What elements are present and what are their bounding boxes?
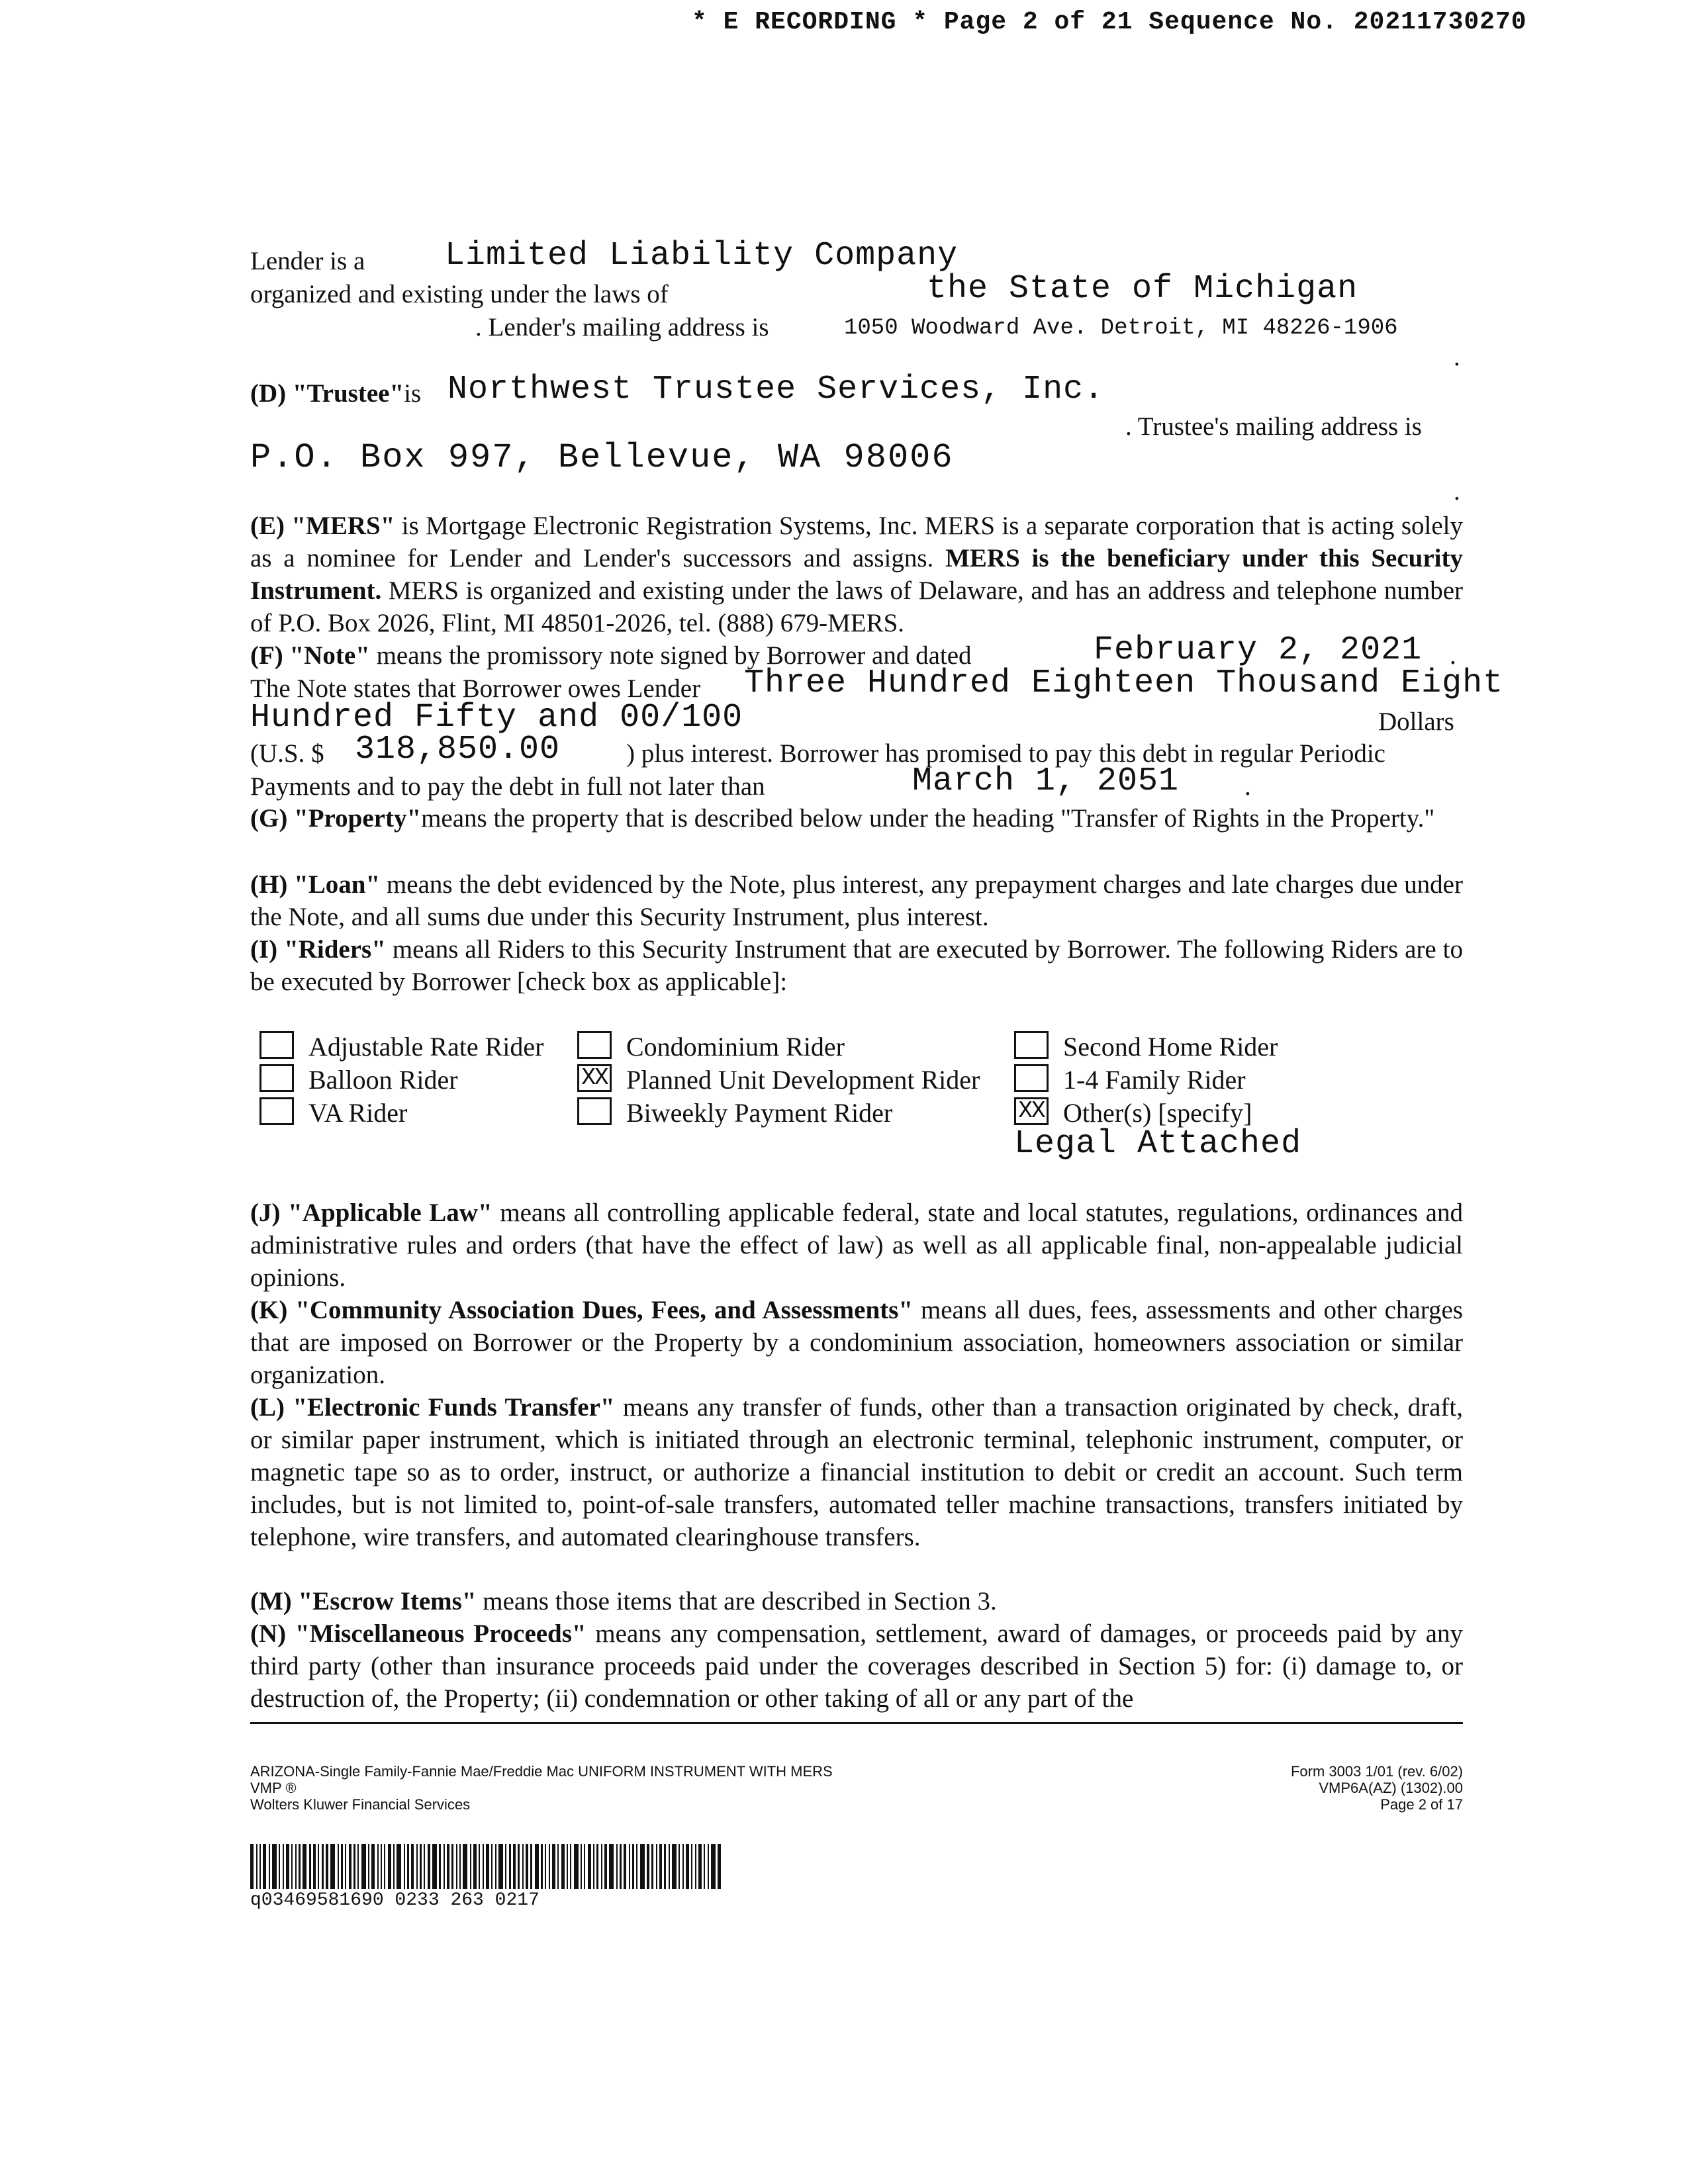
lender-mailing-label: . Lender's mailing address is [475, 313, 769, 341]
rider-label-balloon: Balloon Rider [308, 1065, 458, 1095]
barcode-bar [295, 1844, 297, 1889]
eft-label: (L) "Electronic Funds Transfer" [250, 1393, 615, 1422]
note-amount-words-2: Hundred Fifty and 00/100 [250, 699, 743, 737]
barcode-bar [250, 1844, 254, 1889]
escrow-text: means those items that are described in Section 3. [476, 1587, 997, 1615]
barcode-bar [286, 1844, 289, 1889]
barcode-bar [479, 1844, 480, 1889]
community-text: means all dues, fees, assessments and other charges that are imposed on Borrower or the Property by a condominium association, homeowners association or similar organization. [250, 1296, 1463, 1389]
barcode-bar [491, 1844, 492, 1889]
barcode-bar [322, 1844, 323, 1889]
barcode-bar [581, 1844, 582, 1889]
barcode-bar [444, 1844, 445, 1889]
barcode-bar [557, 1844, 559, 1889]
barcode-bar [593, 1844, 594, 1889]
barcode-bar [416, 1844, 418, 1889]
rider-label-1-4-family: 1-4 Family Rider [1063, 1065, 1246, 1095]
footer-left-2: VMP ® [250, 1780, 297, 1796]
rider-checkbox-planned-unit-development[interactable]: XX [577, 1064, 612, 1092]
barcode-bar [486, 1844, 489, 1889]
rider-label-planned-unit-development: Planned Unit Development Rider [626, 1065, 980, 1095]
barcode-bar [303, 1844, 307, 1889]
barcode-bar [570, 1844, 571, 1889]
barcode-bar [269, 1844, 270, 1889]
barcode-bar [291, 1844, 293, 1889]
barcode-bar [349, 1844, 352, 1889]
lender-prefix: Lender is a [250, 247, 365, 275]
barcode-bar [420, 1844, 421, 1889]
lender-end-period: . [1454, 343, 1460, 371]
barcode-bar [541, 1844, 542, 1889]
mers-text2: MERS is organized and existing under the laws of Delaware, and has an address and telephone number of P.O. Box 2026, Flint, MI 48501-2026, tel. (888) 679-MERS. [250, 576, 1463, 637]
barcode-bar [456, 1844, 457, 1889]
lender-mailing-address: 1050 Woodward Ave. Detroit, MI 48226-1906 [844, 316, 1398, 341]
barcode-bar [567, 1844, 568, 1889]
barcode-bar [470, 1844, 471, 1889]
barcode-bar [629, 1844, 630, 1889]
footer-rule [250, 1722, 1463, 1724]
barcode-bar [513, 1844, 516, 1889]
barcode-bar [432, 1844, 437, 1889]
barcode-bar [424, 1844, 425, 1889]
barcode-bar [530, 1844, 532, 1889]
barcode-bar [509, 1844, 510, 1889]
barcode-bar [309, 1844, 310, 1889]
rider-checkbox-adjustable-rate[interactable] [259, 1031, 294, 1059]
riders-paragraph [250, 933, 1463, 998]
barcode-bar [526, 1844, 529, 1889]
barcode-bar [330, 1844, 335, 1889]
rider-checkbox-biweekly-payment[interactable] [577, 1097, 612, 1125]
riders-label: (I) "Riders" [250, 935, 386, 964]
rider-checkbox-second-home[interactable] [1014, 1031, 1049, 1059]
loan-text: means the debt evidenced by the Note, plus interest, any prepayment charges and late charges due under the Note, and all sums due under this Security Instrument, plus interest. [250, 870, 1463, 931]
note-us-prefix: (U.S. $ [250, 739, 324, 768]
applicable-law-label: (J) "Applicable Law" [250, 1199, 492, 1227]
barcode-bar [552, 1844, 555, 1889]
barcode-bar [698, 1844, 702, 1889]
barcode-bar [718, 1844, 721, 1889]
lender-entity-type: Limited Liability Company [445, 237, 959, 275]
barcode-bar [574, 1844, 579, 1889]
barcode-bar [318, 1844, 319, 1889]
barcode-bar [620, 1844, 621, 1889]
loan-label: (H) "Loan" [250, 870, 381, 899]
barcode-bar [616, 1844, 618, 1889]
barcode-bar [377, 1844, 379, 1889]
barcode-bar [404, 1844, 405, 1889]
community-paragraph [250, 1294, 1463, 1391]
barcode-bar [679, 1844, 680, 1889]
barcode-bar [259, 1844, 261, 1889]
barcode-bar [561, 1844, 565, 1889]
barcode-bar [549, 1844, 550, 1889]
eft-text: means any transfer of funds, other than a transaction originated by check, draft, or similar paper instrument, which is initiated through an electronic terminal, telephonic instrument, computer, or magnetic tape so as to order, instruct, or authorize a financial institution to debit or credit an account. Such term includes, but is not limited to, point-of-sale transfers, automated teller machine transactions, transfers initiated by telephone, wire transfers, and automated clearinghouse transfers. [250, 1393, 1463, 1551]
barcode-bar [535, 1844, 539, 1889]
trustee-name: Northwest Trustee Services, Inc. [447, 371, 1105, 408]
barcode-bar [708, 1844, 709, 1889]
property-text: means the property that is described below under the heading "Transfer of Rights in the Property." [421, 804, 1435, 833]
escrow-label: (M) "Escrow Items" [250, 1587, 477, 1615]
barcode-bar [686, 1844, 689, 1889]
barcode-bar [439, 1844, 440, 1889]
barcode-bar [371, 1844, 375, 1889]
property-paragraph [250, 802, 1463, 835]
barcode-bar [601, 1844, 602, 1889]
barcode-bar [584, 1844, 585, 1889]
barcode-bar [711, 1844, 716, 1889]
barcode-bar [651, 1844, 653, 1889]
barcode-bar [588, 1844, 591, 1889]
barcode-bar [313, 1844, 316, 1889]
barcode-bar [272, 1844, 277, 1889]
note-date: February 2, 2021 [1094, 631, 1423, 669]
note-amount: 318,850.00 [355, 731, 561, 768]
barcode-bar [411, 1844, 414, 1889]
rider-other-specify: Legal Attached [1014, 1125, 1302, 1163]
note-payments-text: Payments and to pay the debt in full not later than [250, 772, 765, 801]
barcode-bar [636, 1844, 637, 1889]
misc-text: means any compensation, settlement, award of damages, or proceeds paid by any third party (other than insurance proceeds paid under the coverages described in Section 5) for: (i) damage to, or destruction of, the Property; (ii) condemnation or other taking of all or any part of the [250, 1619, 1463, 1713]
barcode-bar [604, 1844, 608, 1889]
note-maturity-period: . [1244, 772, 1251, 801]
applicable-law-paragraph [250, 1197, 1463, 1294]
riders-text: means all Riders to this Security Instrument that are executed by Borrower. The following Riders are to be executed by Borrower [check box as applicable]: [250, 935, 1463, 996]
barcode-bar [345, 1844, 346, 1889]
footer-right-3: Page 2 of 17 [1380, 1796, 1463, 1813]
rider-label-condominium: Condominium Rider [626, 1032, 845, 1062]
barcode-bar [428, 1844, 431, 1889]
barcode-bar [609, 1844, 614, 1889]
barcode-bar [518, 1844, 519, 1889]
barcode-bar [407, 1844, 408, 1889]
barcode-bar [659, 1844, 663, 1889]
trustee-label: (D) "Trustee" [250, 379, 404, 408]
barcode-bar [381, 1844, 382, 1889]
barcode-bar [326, 1844, 329, 1889]
footer-left-3: Wolters Kluwer Financial Services [250, 1796, 471, 1813]
barcode-bar [656, 1844, 657, 1889]
barcode-bar [596, 1844, 598, 1889]
note-owes-text: The Note states that Borrower owes Lender [250, 674, 701, 703]
barcode-bar [397, 1844, 401, 1889]
mers-label: (E) "MERS" [250, 512, 395, 540]
rider-checkbox-others[interactable]: XX [1014, 1097, 1049, 1125]
note-maturity: March 1, 2051 [912, 762, 1180, 800]
misc-label: (N) "Miscellaneous Proceeds" [250, 1619, 586, 1648]
barcode-text: q03469581690 0233 263 0217 [250, 1890, 539, 1911]
barcode-bar [545, 1844, 546, 1889]
barcode-bar [498, 1844, 503, 1889]
barcode-bar [624, 1844, 627, 1889]
barcode-bar [338, 1844, 339, 1889]
barcode-bar [361, 1844, 366, 1889]
community-label: (K) "Community Association Dues, Fees, and Assessments" [250, 1296, 913, 1324]
barcode-bar [353, 1844, 355, 1889]
note-date-period: . [1450, 641, 1456, 670]
footer-right-1: Form 3003 1/01 (rev. 6/02) [1290, 1763, 1463, 1780]
barcode-bar [640, 1844, 645, 1889]
barcode-bar [505, 1844, 506, 1889]
barcode-bar [341, 1844, 342, 1889]
barcode-bar [357, 1844, 359, 1889]
mers-bold: MERS is the beneficiary under this Security Instrument. [250, 544, 1463, 605]
note-plus-text: ) plus interest. Borrower has promised to pay this debt in regular Periodic [626, 739, 1385, 768]
loan-paragraph [250, 868, 1463, 933]
barcode-bar [279, 1844, 280, 1889]
note-label: (F) "Note" [250, 641, 370, 670]
barcode-bar [256, 1844, 258, 1889]
rider-label-biweekly-payment: Biweekly Payment Rider [626, 1098, 893, 1128]
mers-text1: is Mortgage Electronic Registration Systems, Inc. MERS is a separate corporation that is acting solely as a nominee for Lender and Lender's successors and assigns. [250, 512, 1463, 572]
barcode-bar [632, 1844, 633, 1889]
barcode-bar [704, 1844, 705, 1889]
rider-label-others: Other(s) [specify] [1063, 1098, 1252, 1128]
trustee-label-line [250, 377, 421, 410]
escrow-paragraph [250, 1585, 1463, 1617]
property-label: (G) "Property" [250, 804, 422, 833]
footer-right-2: VMP6A(AZ) (1302).00 [1319, 1780, 1463, 1796]
barcode-bar [451, 1844, 453, 1889]
rider-checkbox-va[interactable] [259, 1097, 294, 1125]
rider-label-second-home: Second Home Rider [1063, 1032, 1278, 1062]
lender-organized-text: organized and existing under the laws of [250, 280, 669, 308]
mers-paragraph [250, 510, 1463, 639]
barcode-bar [664, 1844, 665, 1889]
applicable-law-text: means all controlling applicable federal, state and local statutes, regulations, ordinances and administrative rules and orders (that have the effect of law) as well as all applicable final, non-appealable judicial opinions. [250, 1199, 1463, 1292]
rider-checkbox-condominium[interactable] [577, 1031, 612, 1059]
barcode-bar [463, 1844, 467, 1889]
barcode [250, 1844, 724, 1889]
barcode-bar [283, 1844, 284, 1889]
lender-state: the State of Michigan [927, 270, 1358, 308]
barcode-bar [672, 1844, 677, 1889]
barcode-bar [495, 1844, 496, 1889]
footer-left-1: ARIZONA-Single Family-Fannie Mae/Freddie Mac UNIFORM INSTRUMENT WITH MERS [250, 1763, 833, 1780]
barcode-bar [522, 1844, 524, 1889]
misc-paragraph [250, 1617, 1463, 1715]
barcode-bar [647, 1844, 650, 1889]
recording-header: * E RECORDING * Page 2 of 21 Sequence No. 20211730270 [692, 8, 1527, 36]
trustee-mailing-label: . Trustee's mailing address is [1125, 412, 1422, 441]
barcode-bar [483, 1844, 484, 1889]
barcode-bar [695, 1844, 696, 1889]
barcode-bar [473, 1844, 477, 1889]
barcode-bar [447, 1844, 450, 1889]
barcode-bar [682, 1844, 684, 1889]
rider-checkbox-balloon[interactable] [259, 1064, 294, 1092]
barcode-bar [368, 1844, 369, 1889]
trustee-is-text: is [404, 379, 422, 408]
trustee-end-period: . [1454, 477, 1460, 506]
note-amount-words-1: Three Hundred Eighteen Thousand Eight [744, 664, 1504, 702]
rider-checkbox-1-4-family[interactable] [1014, 1064, 1049, 1092]
barcode-bar [691, 1844, 692, 1889]
rider-label-adjustable-rate: Adjustable Rate Rider [308, 1032, 544, 1062]
rider-label-va: VA Rider [308, 1098, 408, 1128]
eft-paragraph [250, 1391, 1463, 1553]
note-dated-text: means the promissory note signed by Borrower and dated [376, 641, 972, 670]
barcode-bar [263, 1844, 266, 1889]
barcode-bar [669, 1844, 670, 1889]
note-dollars: Dollars [1378, 707, 1454, 736]
barcode-bar [299, 1844, 300, 1889]
barcode-bar [388, 1844, 391, 1889]
barcode-bar [393, 1844, 395, 1889]
trustee-address: P.O. Box 997, Bellevue, WA 98006 [250, 438, 954, 477]
barcode-bar [384, 1844, 385, 1889]
barcode-bar [459, 1844, 461, 1889]
